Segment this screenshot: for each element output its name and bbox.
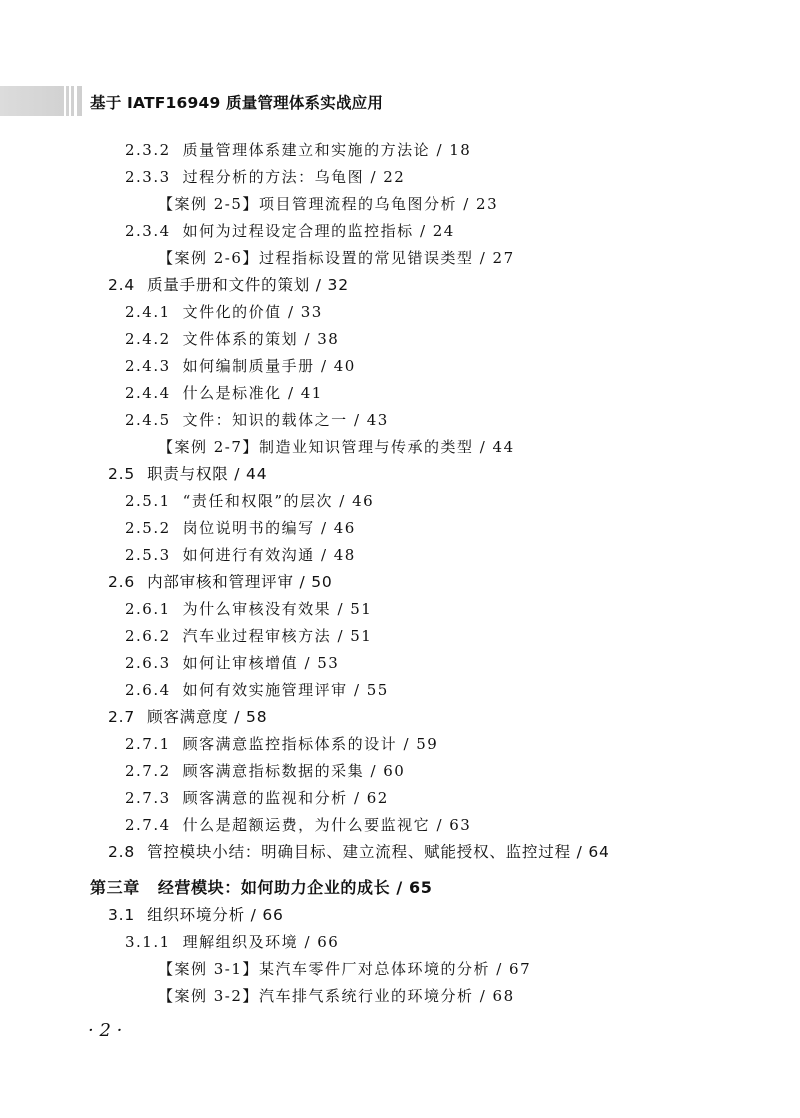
toc-entry: 2.4.3 如何编制质量手册 / 40 (125, 357, 356, 375)
toc-section-entry: 2.5 职责与权限 / 44 (108, 465, 268, 483)
toc-entry: 2.7.4 什么是超额运费，为什么要监视它 / 63 (125, 816, 472, 834)
toc-chapter-entry: 第三章 经营模块：如何助力企业的成长 / 65 (90, 878, 433, 897)
toc-section-entry: 2.8 管控模块小结：明确目标、建立流程、赋能授权、监控过程 / 64 (108, 843, 610, 861)
toc-entry: 2.3.4 如何为过程设定合理的监控指标 / 24 (125, 222, 455, 240)
toc-entry: 2.4.4 什么是标准化 / 41 (125, 384, 323, 402)
toc-entry: 2.7.2 顾客满意指标数据的采集 / 60 (125, 762, 406, 780)
toc-entry: 2.6.1 为什么审核没有效果 / 51 (125, 600, 373, 618)
toc-section-entry: 2.7 顾客满意度 / 58 (108, 708, 268, 726)
toc-entry: 2.6.2 汽车业过程审核方法 / 51 (125, 627, 373, 645)
page-number: · 2 · (88, 1020, 123, 1041)
toc-entry: 2.7.3 顾客满意的监视和分析 / 62 (125, 789, 389, 807)
toc-entry: 2.3.2 质量管理体系建立和实施的方法论 / 18 (125, 141, 472, 159)
toc-entry: 2.3.3 过程分析的方法：乌龟图 / 22 (125, 168, 406, 186)
toc-case-entry: 【案例 3-1】某汽车零件厂对总体环境的分析 / 67 (158, 960, 532, 978)
running-header-bars (64, 86, 82, 116)
toc-section-entry: 3.1 组织环境分析 / 66 (108, 906, 284, 924)
toc-entry: 2.5.3 如何进行有效沟通 / 48 (125, 546, 356, 564)
toc-entry: 2.6.4 如何有效实施管理评审 / 55 (125, 681, 389, 699)
toc-entry: 2.5.1 “责任和权限”的层次 / 46 (125, 492, 375, 510)
toc-entry: 2.5.2 岗位说明书的编写 / 46 (125, 519, 356, 537)
toc-entry: 2.4.1 文件化的价值 / 33 (125, 303, 323, 321)
toc-entry: 2.4.5 文件：知识的载体之一 / 43 (125, 411, 389, 429)
toc-case-entry: 【案例 3-2】汽车排气系统行业的环境分析 / 68 (158, 987, 515, 1005)
toc-entry: 2.6.3 如何让审核增值 / 53 (125, 654, 340, 672)
toc-case-entry: 【案例 2-6】过程指标设置的常见错误类型 / 27 (158, 249, 515, 267)
toc-case-entry: 【案例 2-7】制造业知识管理与传承的类型 / 44 (158, 438, 515, 456)
running-header-title: 基于 IATF16949 质量管理体系实战应用 (90, 94, 384, 112)
toc-entry: 2.7.1 顾客满意监控指标体系的设计 / 59 (125, 735, 439, 753)
toc-entry: 3.1.1 理解组织及环境 / 66 (125, 933, 340, 951)
toc-entry: 2.4.2 文件体系的策划 / 38 (125, 330, 340, 348)
toc-case-entry: 【案例 2-5】项目管理流程的乌龟图分析 / 23 (158, 195, 499, 213)
toc-section-entry: 2.6 内部审核和管理评审 / 50 (108, 573, 333, 591)
toc-section-entry: 2.4 质量手册和文件的策划 / 32 (108, 276, 349, 294)
